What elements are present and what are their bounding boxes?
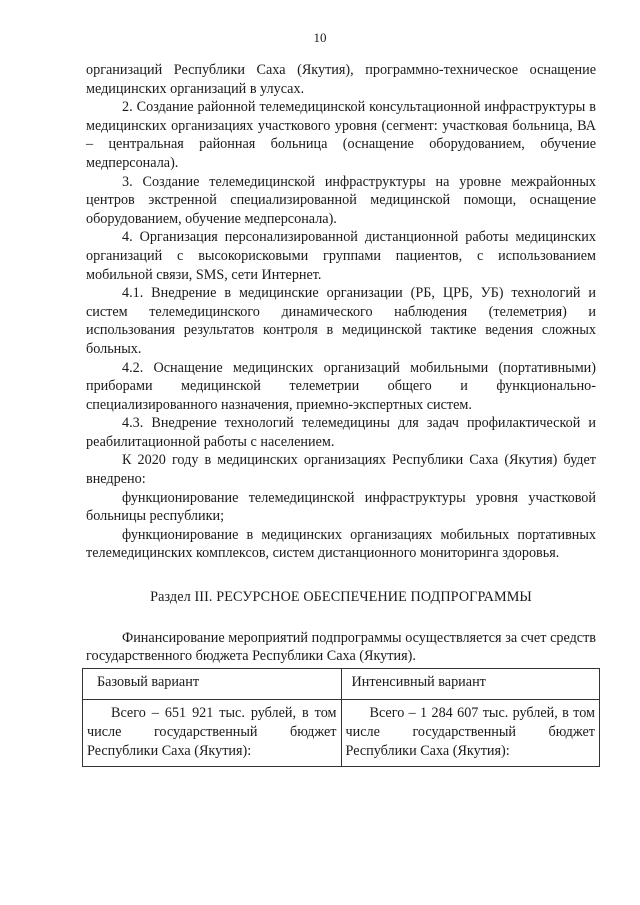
funding-paragraph: Финансирование мероприятий подпрограммы осуществляется за счет средств государственного бюджета Республики Саха (Якутия).: [86, 629, 596, 665]
budget-table-header-row: [83, 668, 600, 700]
budget-table: [82, 668, 600, 767]
paragraph-item-4-1: 4.1. Внедрение в медицинские организации (РБ, ЦРБ, УБ) технологий и систем телемедицинского динамического наблюдения (телеметрия) и использования результатов контроля в медицинской тактике ведения сложных больных.: [86, 285, 596, 357]
cell-base-total: Всего – 651 921 тыс. рублей, в том числе государственный бюджет Республики Саха (Якутия):: [83, 700, 342, 767]
paragraph-item-4: 4. Организация персонализированной дистанционной работы медицинских организаций с высокорисковыми группами пациентов, с использованием мобильной связи, SMS, сети Интернет.: [86, 229, 596, 283]
budget-table-row: [83, 700, 600, 767]
paragraph-item-4-2: 4.2. Оснащение медицинских организаций мобильными (портативными) приборами медицинской телеметрии общего и функционально-специализированного назначения, приемно-экспертных систем.: [86, 359, 596, 413]
cell-intensive-total: Всего – 1 284 607 тыс. рублей, в том числе государственный бюджет Республики Саха (Якутия):: [341, 700, 600, 767]
section-title: Раздел III. РЕСУРСНОЕ ОБЕСПЕЧЕНИЕ ПОДПРОГРАММЫ: [150, 589, 532, 606]
paragraph-item-3: 3. Создание телемедицинской инфраструктуры на уровне межрайонных центров экстренной специализированной медицинской помощи, оснащение оборудованием, обучение медперсонала).: [86, 173, 596, 227]
document-body: [86, 61, 596, 767]
paragraph-item-4-3: 4.3. Внедрение технологий телемедицины для задач профилактической и реабилитационной работы с населением.: [86, 415, 596, 450]
header-intensive-variant: Интенсивный вариант: [341, 668, 600, 700]
paragraph-continuation: организаций Республики Саха (Якутия), программно-техническое оснащение медицинских организаций в улусах.: [86, 62, 596, 97]
paragraph-goal-item-1: функционирование телемедицинской инфраструктуры уровня участковой больницы республики;: [86, 489, 596, 525]
paragraph-goal-item-2: функционирование в медицинских организациях мобильных портативных телемедицинских комплексов, систем дистанционного мониторинга здоровья.: [86, 526, 596, 562]
page-number: 10: [313, 30, 327, 45]
paragraph-item-2: 2. Создание районной телемедицинской консультационной инфраструктуры в медицинских организациях участкового уровня (сегмент: участковая больница, ВА – центральная районная больница (оснащение оборудованием, обучение медперсонала).: [86, 99, 596, 171]
paragraph-2020-goal: К 2020 году в медицинских организациях Республики Саха (Якутия) будет внедрено:: [86, 452, 596, 488]
header-base-variant: Базовый вариант: [83, 668, 342, 700]
